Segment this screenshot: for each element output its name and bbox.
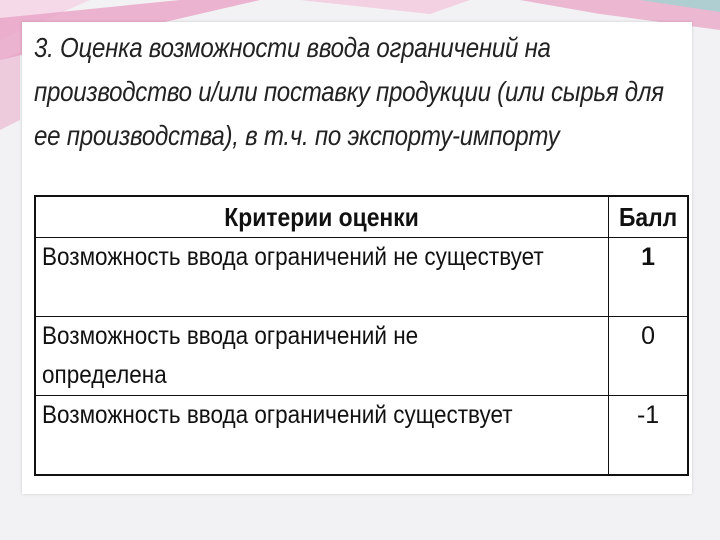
row-criteria-cell xyxy=(35,238,609,317)
row-score-cell: 1 xyxy=(609,238,689,317)
row-criteria-cell xyxy=(35,317,609,396)
table-row xyxy=(35,238,688,317)
row-criteria-text: Возможность ввода ограничений не определена xyxy=(42,322,419,389)
row-criteria-cell xyxy=(35,396,609,476)
criteria-table xyxy=(34,195,689,476)
row-score-cell: -1 xyxy=(609,396,689,476)
table-row xyxy=(35,396,688,476)
slide-heading: 3. Оценка возможности ввода ограничений на производство и/или поставку продукции (или сырья для ее производства), в т.ч. по экспорту-импорту xyxy=(34,32,664,151)
header-criteria xyxy=(35,196,609,238)
row-criteria-text: Возможность ввода ограничений не существует xyxy=(42,243,544,271)
header-score-label: Балл xyxy=(618,202,678,232)
table-row xyxy=(35,317,688,396)
table-header-row xyxy=(35,196,688,238)
row-score-cell: 0 xyxy=(609,317,689,396)
row-criteria-text: Возможность ввода ограничений существует xyxy=(42,401,513,429)
header-score xyxy=(609,196,689,238)
header-criteria-label: Критерии оценки xyxy=(224,202,420,232)
